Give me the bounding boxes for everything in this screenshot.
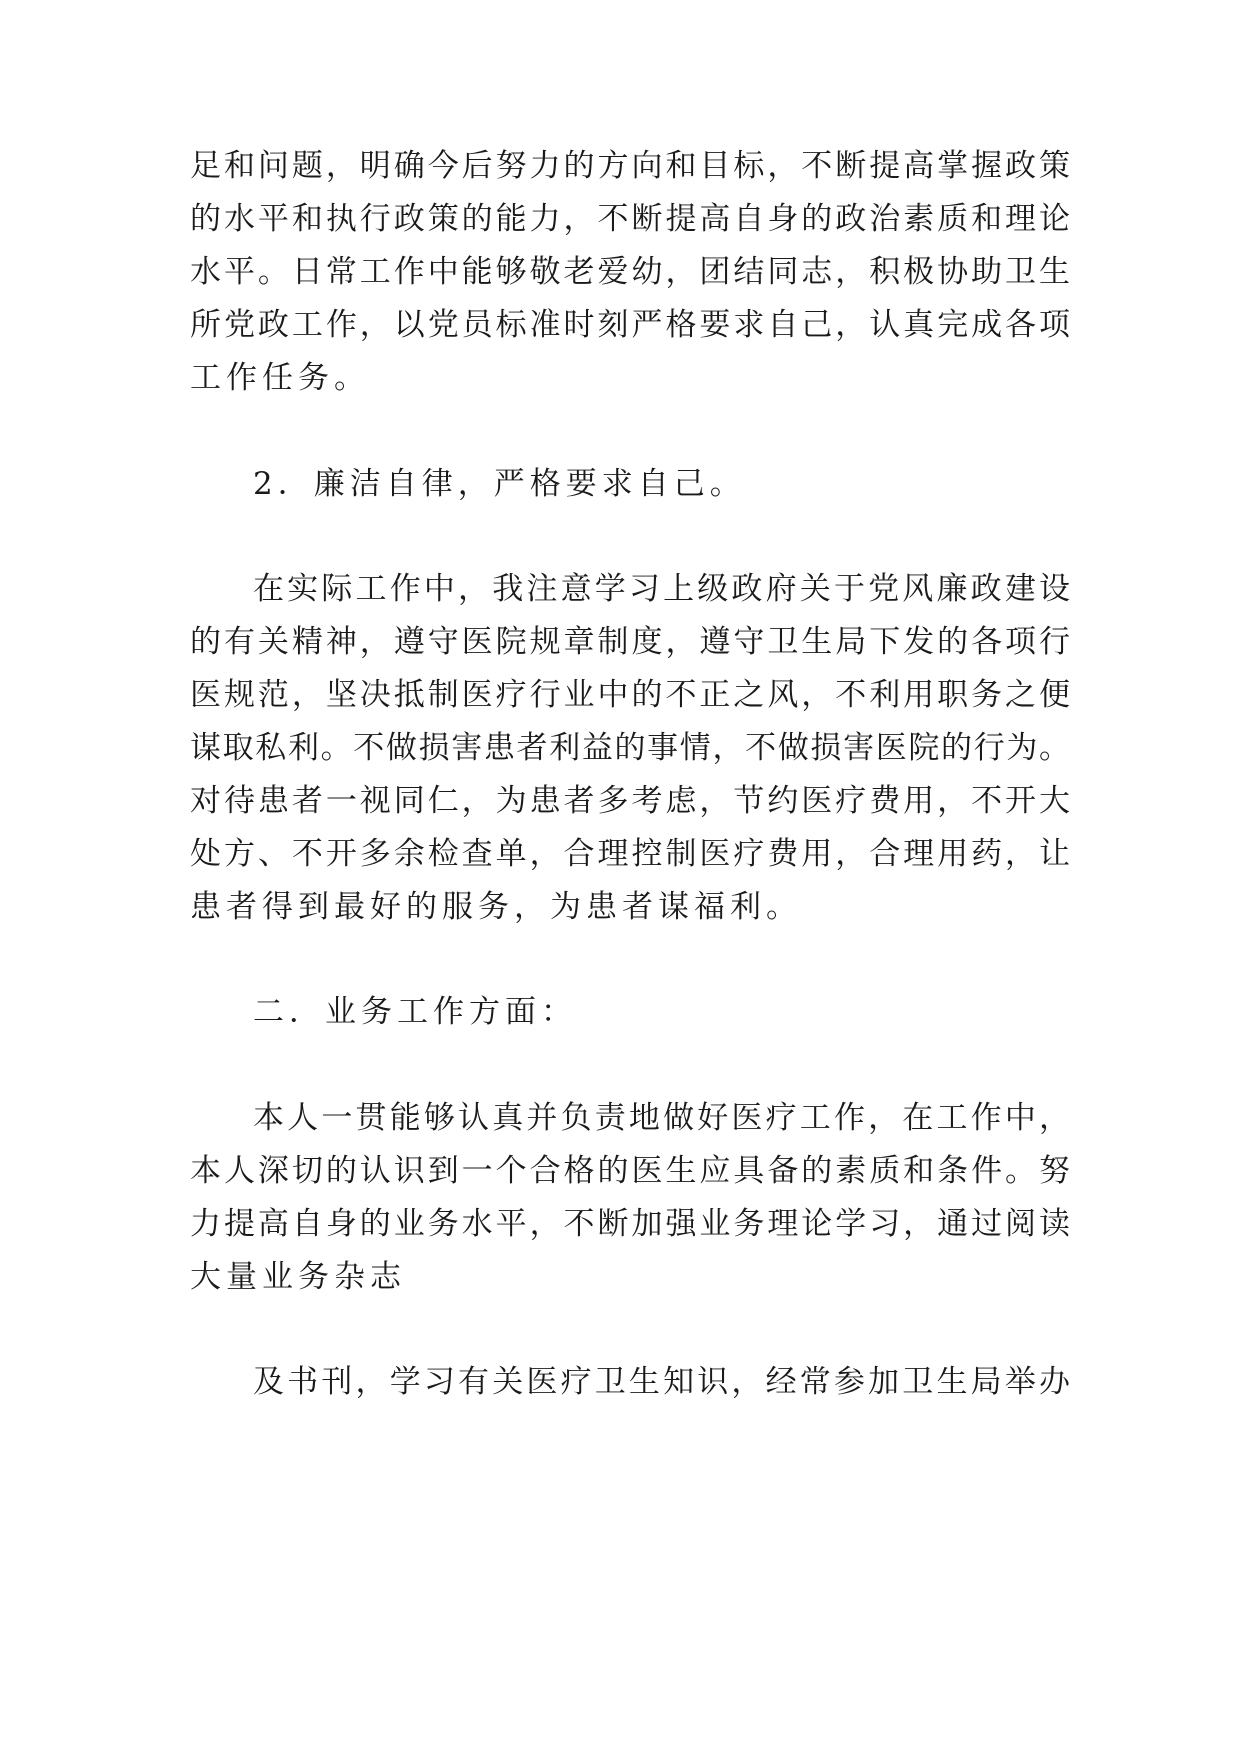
paragraph-3-line-2: 的有关精神，遵守医院规章制度，遵守卫生局下发的各项行 bbox=[190, 624, 1070, 660]
paragraph-5-line-3: 力提高自身的业务水平，不断加强业务理论学习，通过阅读 bbox=[190, 1206, 1070, 1242]
section-heading-integrity: 2．廉洁自律，严格要求自己。 bbox=[253, 466, 746, 502]
paragraph-3-line-3: 医规范，坚决抵制医疗行业中的不正之风，不利用职务之便 bbox=[190, 677, 1070, 713]
paragraph-1-line-5: 工作任务。 bbox=[190, 360, 370, 396]
paragraph-1-line-2: 的水平和执行政策的能力，不断提高自身的政治素质和理论 bbox=[190, 201, 1070, 237]
paragraph-3-line-7: 患者得到最好的服务，为患者谋福利。 bbox=[190, 889, 802, 925]
paragraph-5-line-2: 本人深切的认识到一个合格的医生应具备的素质和条件。努 bbox=[190, 1153, 1070, 1189]
paragraph-5-line-1: 本人一贯能够认真并负责地做好医疗工作，在工作中， bbox=[253, 1100, 1070, 1136]
section-heading-business: 二．业务工作方面： bbox=[253, 994, 577, 1030]
paragraph-6-line-1: 及书刊，学习有关医疗卫生知识，经常参加卫生局举办 bbox=[253, 1364, 1070, 1400]
paragraph-5-line-4: 大量业务杂志 bbox=[190, 1259, 406, 1295]
paragraph-1-line-1: 足和问题，明确今后努力的方向和目标，不断提高掌握政策 bbox=[190, 148, 1070, 184]
paragraph-3-line-1: 在实际工作中，我注意学习上级政府关于党风廉政建设 bbox=[253, 571, 1070, 607]
paragraph-1-line-4: 所党政工作，以党员标准时刻严格要求自己，认真完成各项 bbox=[190, 307, 1070, 343]
paragraph-3-line-6: 处方、不开多余检查单，合理控制医疗费用，合理用药，让 bbox=[190, 836, 1070, 872]
paragraph-3-line-5: 对待患者一视同仁，为患者多考虑，节约医疗费用，不开大 bbox=[190, 783, 1070, 819]
paragraph-3-line-4: 谋取私利。不做损害患者利益的事情，不做损害医院的行为。 bbox=[190, 730, 1070, 766]
paragraph-1-line-3: 水平。日常工作中能够敬老爱幼，团结同志，积极协助卫生 bbox=[190, 254, 1070, 290]
